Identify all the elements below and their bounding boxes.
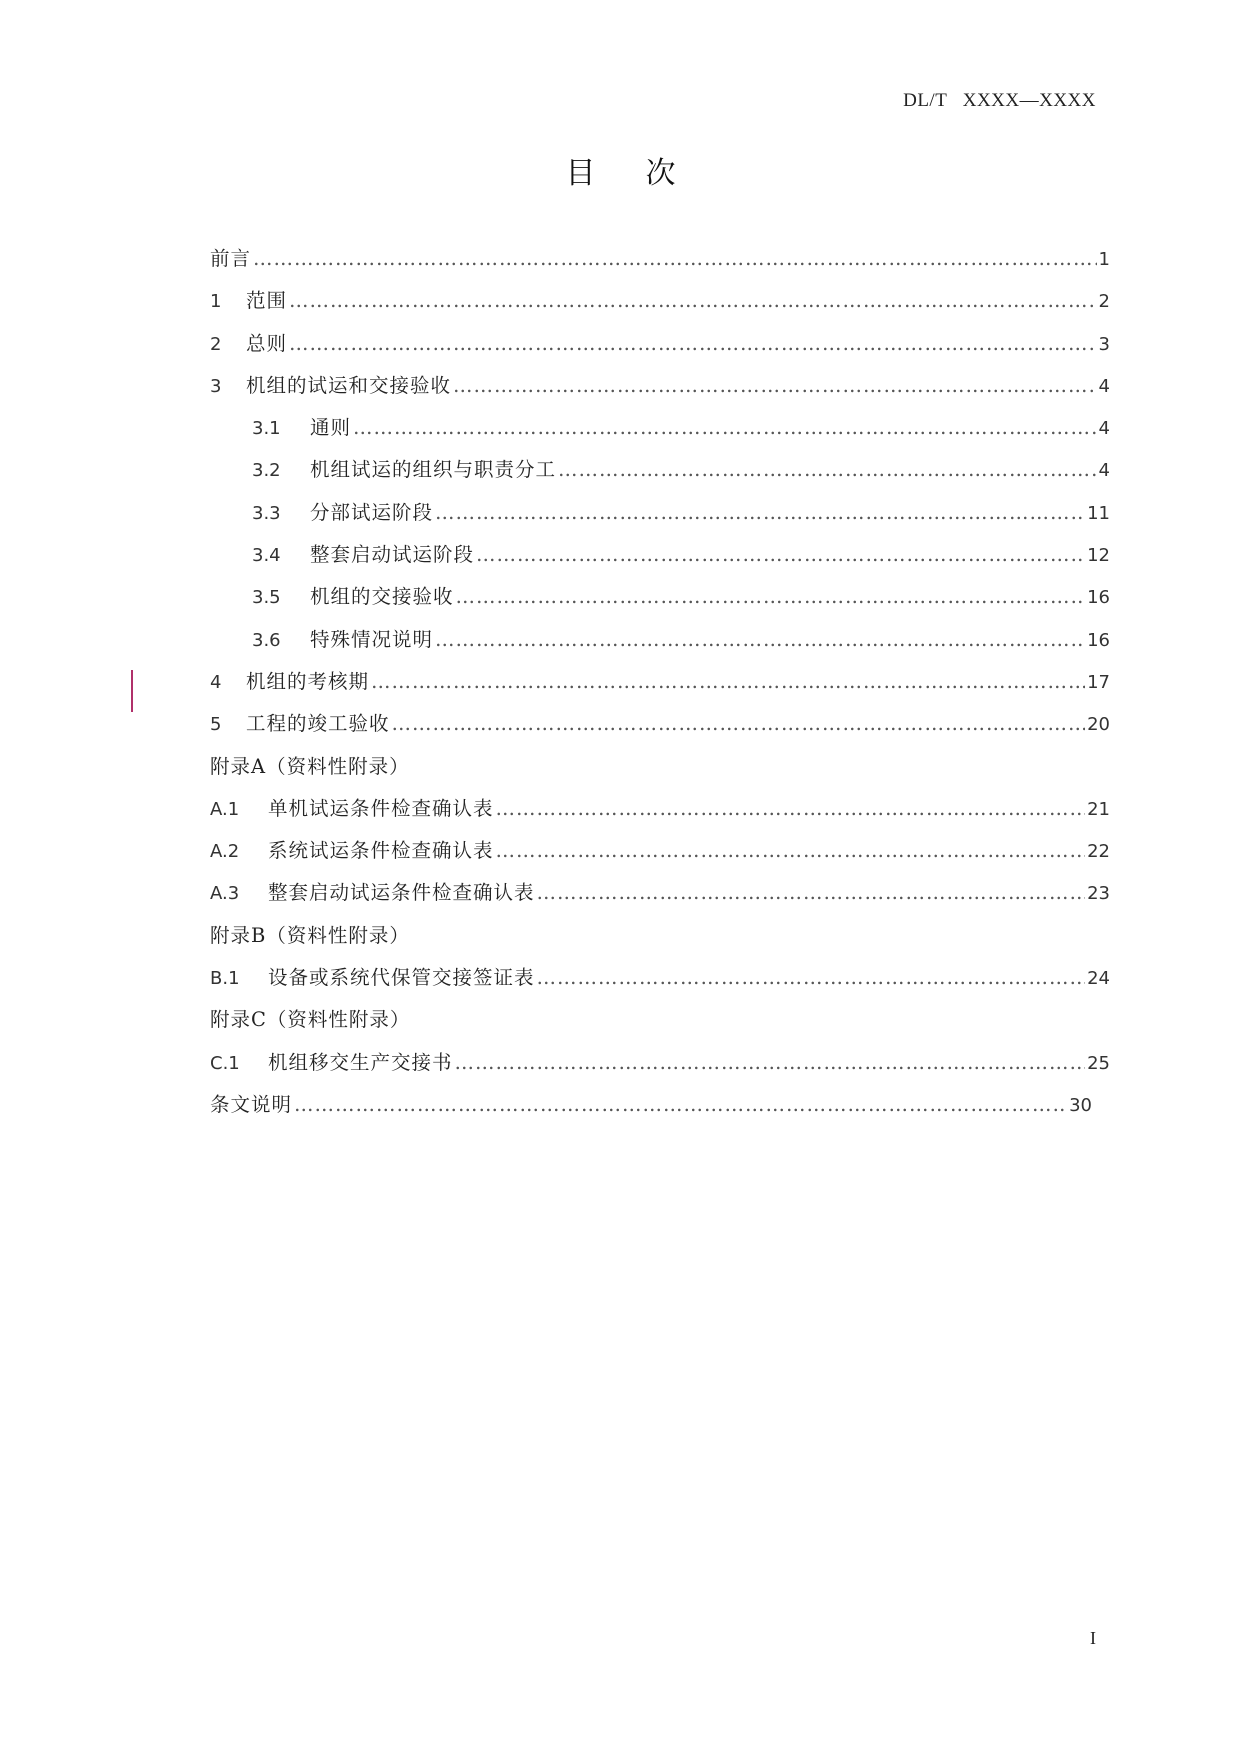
toc-entry-explanation[interactable] xyxy=(210,1084,1092,1126)
toc-entry-label: 整套启动试运阶段 xyxy=(310,543,475,567)
toc-entry-page: 24 xyxy=(1087,968,1110,990)
toc-entry-label: 附录B（资料性附录） xyxy=(210,923,410,947)
leader-dots xyxy=(456,576,1086,618)
toc-entry-label: 整套启动试运条件检查确认表 xyxy=(268,881,535,905)
toc-entry-number: 1 xyxy=(210,291,222,313)
toc-entry-label: 系统试运条件检查确认表 xyxy=(268,839,494,863)
toc-entry-1[interactable] xyxy=(210,280,1110,322)
toc-entry-page: 16 xyxy=(1087,587,1110,609)
toc-entry-a-1[interactable] xyxy=(210,788,1110,830)
toc-entry-label: 通则 xyxy=(310,416,352,440)
leader-dots xyxy=(289,280,1097,322)
toc-entry-label: 附录A（资料性附录） xyxy=(210,754,410,778)
toc-entry-appendix-a[interactable] xyxy=(210,746,1110,788)
toc-entry-label: 前言 xyxy=(210,247,252,270)
toc-entry-label: 机组试运的组织与职责分工 xyxy=(310,458,557,482)
toc-entry-page: 3 xyxy=(1098,333,1110,355)
leader-dots xyxy=(496,788,1086,830)
toc-entry-number: 3.3 xyxy=(252,502,281,524)
toc-entry-3-3[interactable] xyxy=(210,492,1110,534)
leader-dots xyxy=(537,872,1086,914)
leader-dots xyxy=(558,449,1097,491)
toc-entry-3-4[interactable] xyxy=(210,534,1110,576)
leader-dots xyxy=(289,323,1097,365)
toc-entry-b-1[interactable] xyxy=(210,957,1110,999)
leader-dots xyxy=(435,492,1085,534)
leader-dots xyxy=(496,830,1086,872)
toc-entry-3[interactable] xyxy=(210,365,1110,407)
toc-entry-number: B.1 xyxy=(210,968,240,990)
leader-dots xyxy=(476,534,1085,576)
toc-entry-label: 总则 xyxy=(246,331,288,355)
toc-entry-3-2[interactable] xyxy=(210,449,1110,491)
toc-entry-label: 附录C（资料性附录） xyxy=(210,1008,411,1032)
toc-entry-5[interactable] xyxy=(210,703,1110,745)
toc-entry-number: A.3 xyxy=(210,883,240,905)
toc-entry-a-3[interactable] xyxy=(210,872,1110,914)
toc-entry-number: 2 xyxy=(210,333,222,355)
toc-entry-number: A.2 xyxy=(210,841,240,863)
toc-entry-label: 机组的交接验收 xyxy=(310,585,454,609)
leader-dots xyxy=(294,1084,1067,1126)
toc-entry-4[interactable] xyxy=(210,661,1110,703)
toc-entry-number: 3.4 xyxy=(252,545,281,567)
revision-change-bar xyxy=(131,670,133,712)
toc-entry-c-1[interactable] xyxy=(210,1042,1110,1084)
toc-entry-appendix-b[interactable] xyxy=(210,915,1110,957)
toc-entry-page: 4 xyxy=(1098,460,1110,482)
toc-entry-label: 机组的试运和交接验收 xyxy=(246,373,452,397)
toc-entry-number: C.1 xyxy=(210,1052,240,1074)
toc-entry-label: 机组移交生产交接书 xyxy=(268,1050,453,1074)
toc-entry-number: A.1 xyxy=(210,798,240,820)
leader-dots xyxy=(453,365,1097,407)
leader-dots xyxy=(435,619,1085,661)
toc-entry-number: 3 xyxy=(210,375,222,397)
toc-entry-number: 4 xyxy=(210,671,222,693)
toc-entry-page: 21 xyxy=(1087,798,1110,820)
leader-dots xyxy=(353,407,1097,449)
toc-entry-number: 3.6 xyxy=(252,629,281,651)
table-of-contents xyxy=(210,238,1110,1126)
toc-entry-number: 3.2 xyxy=(252,460,281,482)
toc-entry-page: 12 xyxy=(1087,545,1110,567)
toc-entry-3-1[interactable] xyxy=(210,407,1110,449)
toc-entry-label: 机组的考核期 xyxy=(246,669,370,693)
toc-entry-label: 设备或系统代保管交接签证表 xyxy=(268,966,535,990)
leader-dots xyxy=(253,238,1097,280)
toc-entry-2[interactable] xyxy=(210,323,1110,365)
leader-dots xyxy=(537,957,1086,999)
toc-entry-page: 1 xyxy=(1098,249,1110,270)
document-code: DL/T XXXX—XXXX xyxy=(903,90,1096,111)
leader-dots xyxy=(371,661,1085,703)
toc-entry-3-6[interactable] xyxy=(210,619,1110,661)
toc-entry-page: 22 xyxy=(1087,841,1110,863)
toc-entry-label: 条文说明 xyxy=(210,1092,293,1116)
toc-entry-page: 16 xyxy=(1087,629,1110,651)
toc-entry-page: 17 xyxy=(1087,671,1110,693)
toc-entry-3-5[interactable] xyxy=(210,576,1110,618)
toc-entry-label: 范围 xyxy=(246,289,288,313)
toc-entry-page: 25 xyxy=(1087,1052,1110,1074)
page-number: I xyxy=(1090,1628,1096,1648)
toc-entry-number: 3.5 xyxy=(252,587,281,609)
toc-entry-page: 11 xyxy=(1087,502,1110,524)
toc-entry-page: 23 xyxy=(1087,883,1110,905)
toc-entry-a-2[interactable] xyxy=(210,830,1110,872)
toc-entry-appendix-c[interactable] xyxy=(210,999,1110,1041)
toc-entry-page: 2 xyxy=(1098,291,1110,313)
leader-dots xyxy=(392,703,1086,745)
toc-entry-page: 20 xyxy=(1087,714,1110,736)
leader-dots xyxy=(455,1042,1086,1084)
toc-entry-number: 3.1 xyxy=(252,418,281,440)
toc-entry-label: 单机试运条件检查确认表 xyxy=(268,796,494,820)
toc-entry-preface[interactable] xyxy=(210,238,1110,280)
toc-entry-page: 4 xyxy=(1098,375,1110,397)
toc-entry-label: 工程的竣工验收 xyxy=(246,712,390,736)
toc-entry-number: 5 xyxy=(210,714,222,736)
toc-entry-page: 30 xyxy=(1069,1094,1092,1116)
toc-entry-label: 特殊情况说明 xyxy=(310,627,434,651)
toc-entry-page: 4 xyxy=(1098,418,1110,440)
toc-title: 目次 xyxy=(565,156,726,191)
toc-entry-label: 分部试运阶段 xyxy=(310,500,434,524)
